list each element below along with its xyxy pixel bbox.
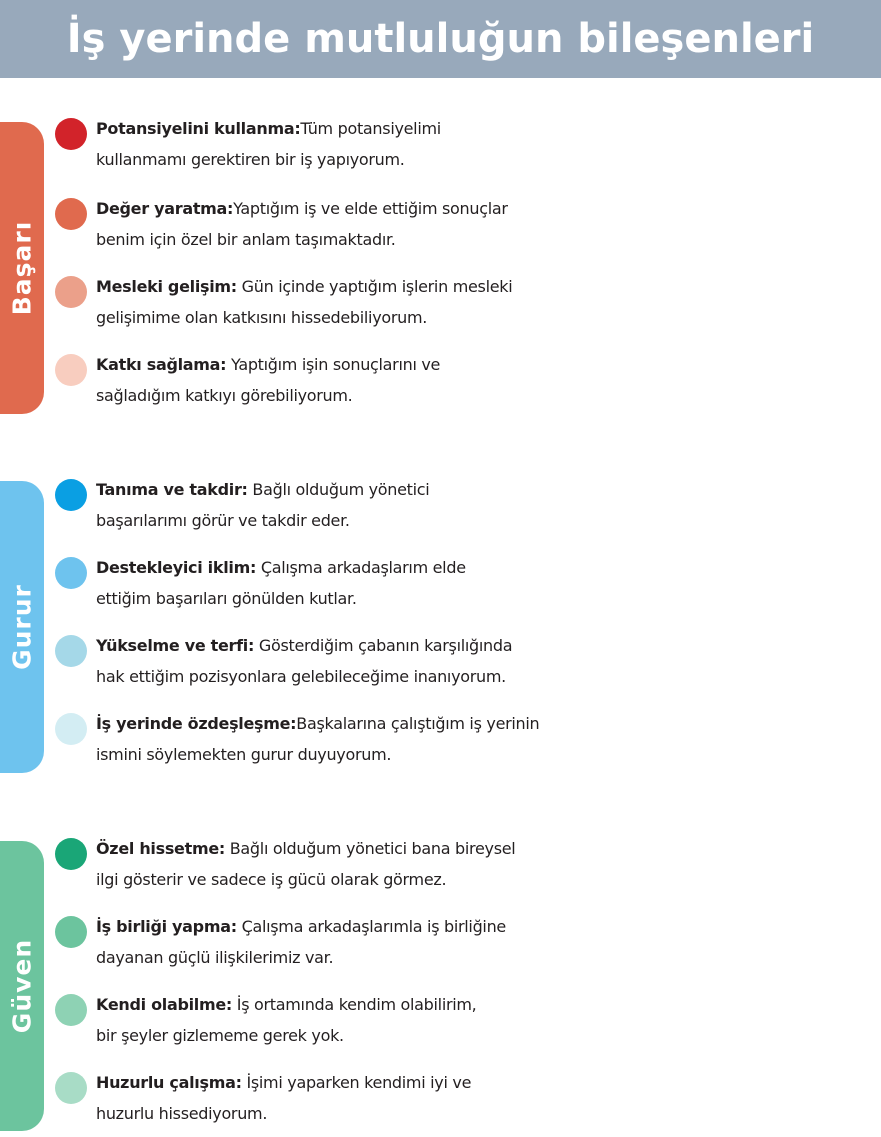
- item-text: gelişimime olan katkısını hissedebiliyorum.: [96, 308, 428, 327]
- item-text: benim için özel bir anlam taşımaktadır.: [96, 230, 396, 249]
- bullet-dot: [55, 354, 87, 386]
- basari-section-label: Başarı: [7, 220, 37, 316]
- item-text: huzurlu hissediyorum.: [96, 1104, 268, 1123]
- bullet-dot: [55, 635, 87, 667]
- guven-section-label: Güven: [7, 938, 37, 1034]
- item-text: ilgi gösterir ve sadece iş gücü olarak görmez.: [96, 870, 447, 889]
- guven-section-tab: [0, 841, 44, 1131]
- item-title: Tanıma ve takdir:: [96, 480, 248, 499]
- item-title: Yükselme ve terfi:: [96, 636, 255, 655]
- item-text: başarılarımı görür ve takdir eder.: [96, 511, 350, 530]
- bullet-dot: [55, 994, 87, 1026]
- item-title: İş birliği yapma:: [96, 917, 237, 936]
- item-title: Kendi olabilme:: [96, 995, 232, 1014]
- item-text: Çalışma arkadaşlarım elde: [256, 558, 466, 577]
- bullet-dot: [55, 118, 87, 150]
- bullet-dot: [55, 838, 87, 870]
- item-text: bir şeyler gizlememe gerek yok.: [96, 1026, 344, 1045]
- item-title: Huzurlu çalışma:: [96, 1073, 242, 1092]
- page-title: İş yerinde mutluluğun bileşenleri: [66, 16, 815, 62]
- basari-section-tab: [0, 122, 44, 414]
- item-text: ismini söylemekten gurur duyuyorum.: [96, 745, 392, 764]
- item-text: sağladığım katkıyı görebiliyorum.: [96, 386, 353, 405]
- item-text: Gösterdiğim çabanın karşılığında: [254, 636, 513, 655]
- item-text: hak ettiğim pozisyonlara gelebileceğime inanıyorum.: [96, 667, 506, 686]
- bullet-dot: [55, 713, 87, 745]
- bullet-dot: [55, 198, 87, 230]
- item-title: Katkı sağlama:: [96, 355, 227, 374]
- item-text: Tüm potansiyelimi: [300, 119, 441, 138]
- item-title: Değer yaratma:: [96, 199, 234, 218]
- item-text: dayanan güçlü ilişkilerimiz var.: [96, 948, 334, 967]
- item-title: Destekleyici iklim:: [96, 558, 257, 577]
- item-text: kullanmamı gerektiren bir iş yapıyorum.: [96, 150, 405, 169]
- item-text: Bağlı olduğum yönetici: [247, 480, 430, 499]
- bullet-dot: [55, 916, 87, 948]
- bullet-dot: [55, 479, 87, 511]
- item-title: Potansiyelini kullanma:: [96, 119, 301, 138]
- item-title: İş yerinde özdeşleşme:: [96, 714, 297, 733]
- gurur-section-tab: [0, 481, 44, 773]
- item-title: Mesleki gelişim:: [96, 277, 237, 296]
- bullet-dot: [55, 557, 87, 589]
- bullet-dot: [55, 1072, 87, 1104]
- item-text: İşimi yaparken kendimi iyi ve: [241, 1073, 472, 1092]
- item-text: Gün içinde yaptığım işlerin mesleki: [236, 277, 513, 296]
- item-text: Başkalarına çalıştığım iş yerinin: [296, 714, 540, 733]
- bullet-dot: [55, 276, 87, 308]
- item-text: Yaptığım iş ve elde ettiğim sonuçlar: [233, 199, 508, 218]
- item-title: Özel hissetme:: [96, 839, 225, 858]
- item-text: Bağlı olduğum yönetici bana bireysel: [224, 839, 516, 858]
- title-banner: [0, 0, 881, 78]
- gurur-section-label: Gurur: [7, 584, 37, 670]
- item-text: İş ortamında kendim olabilirim,: [232, 995, 477, 1014]
- item-text: Çalışma arkadaşlarımla iş birliğine: [236, 917, 506, 936]
- item-text: ettiğim başarıları gönülden kutlar.: [96, 589, 357, 608]
- item-text: Yaptığım işin sonuçlarını ve: [226, 355, 441, 374]
